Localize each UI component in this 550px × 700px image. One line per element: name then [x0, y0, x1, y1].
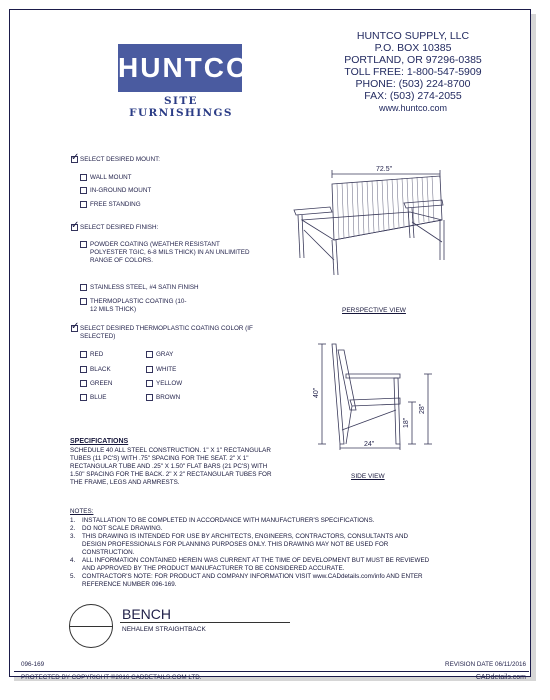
drawing-title: BENCH	[122, 606, 172, 622]
notes-list	[70, 517, 430, 589]
contact-pobox: P.O. BOX 10385	[374, 42, 452, 54]
side-view-label: SIDE VIEW	[351, 473, 385, 480]
color-red-label: RED	[90, 351, 104, 358]
contact-tollfree: TOLL FREE: 1-800-547-5909	[344, 66, 482, 78]
in-ground-mount-checkbox[interactable]	[80, 187, 87, 194]
dim-seat-height: 18"	[403, 417, 410, 428]
detail-bubble-divider	[69, 626, 113, 627]
sheet-shadow-right	[531, 14, 536, 680]
perspective-view-drawing	[280, 160, 455, 290]
contact-fax: FAX: (503) 274-2055	[364, 90, 462, 102]
color-blue-checkbox[interactable]	[80, 394, 87, 401]
wall-mount-checkbox[interactable]	[80, 174, 87, 181]
powder-coating-label: POWDER COATING (WEATHER RESISTANT POLYESTER TGIC, 6-8 MILS THICK) IN AN UNLIMITED RANGE OF COLORS.	[90, 241, 250, 264]
color-blue-label: BLUE	[90, 394, 107, 401]
finish-heading: SELECT DESIRED FINISH:	[80, 224, 159, 231]
contact-city: PORTLAND, OR 97296-0385	[344, 54, 482, 66]
color-green-checkbox[interactable]	[80, 380, 87, 387]
contact-phone: PHONE: (503) 224-8700	[355, 78, 471, 90]
perspective-view-label: PERSPECTIVE VIEW	[342, 307, 406, 314]
drawing-subtitle: NEHALEM STRAIGHTBACK	[122, 626, 206, 633]
powder-coating-checkbox[interactable]	[80, 241, 87, 248]
color-red-checkbox[interactable]	[80, 351, 87, 358]
mount-section-checkbox[interactable]	[71, 156, 78, 163]
color-yellow-label: YELLOW	[156, 380, 183, 387]
notes-title: NOTES:	[70, 508, 94, 515]
note-item: 2. DO NOT SCALE DRAWING.	[70, 525, 163, 532]
specifications-text: SCHEDULE 40 ALL STEEL CONSTRUCTION. 1" X 1" RECTANGULAR TUBES (11 PC'S) WITH .75" SPACING FOR THE SEAT. 2" X 1" RECTANGULAR TUBE AND .25" X 1.50" FLAT BARS (21 PC'S) WITH 1.50" SPACING FOR THE BACK. 2" X 2" RECTANGULAR TUBES FOR THE FRAME, LEGS AND ARMRESTS.	[70, 447, 272, 486]
color-gray-checkbox[interactable]	[146, 351, 153, 358]
color-section-checkbox[interactable]	[71, 325, 78, 332]
thermoplastic-label: THERMOPLASTIC COATING (10-12 MILS THICK)	[90, 298, 187, 313]
footer-divider	[14, 671, 529, 672]
free-standing-checkbox[interactable]	[80, 201, 87, 208]
contact-block	[308, 30, 518, 114]
dim-arm-height: 28"	[419, 403, 426, 414]
in-ground-mount-label: IN-GROUND MOUNT	[90, 187, 152, 194]
color-brown-label: BROWN	[156, 394, 181, 401]
free-standing-label: FREE STANDING	[90, 201, 141, 208]
revision-date: REVISION DATE 06/11/2016	[445, 661, 526, 668]
color-white-checkbox[interactable]	[146, 366, 153, 373]
color-black-checkbox[interactable]	[80, 366, 87, 373]
logo-subtitle: SITE FURNISHINGS	[129, 95, 233, 119]
note-item: 5. CONTRACTOR'S NOTE: FOR PRODUCT AND COMPANY INFORMATION VISIT www.CADdetails.com/info AND ENTER REFERENCE NUMBER 096-169.	[70, 573, 423, 588]
stainless-steel-checkbox[interactable]	[80, 284, 87, 291]
stainless-steel-label: STAINLESS STEEL, #4 SATIN FINISH	[90, 284, 199, 291]
side-view-drawing	[312, 340, 442, 450]
color-heading: SELECT DESIRED THERMOPLASTIC COATING COLOR (IF SELECTED)	[80, 325, 253, 340]
wall-mount-label: WALL MOUNT	[90, 174, 132, 181]
title-underline	[120, 622, 290, 623]
color-brown-checkbox[interactable]	[146, 394, 153, 401]
color-white-label: WHITE	[156, 366, 177, 373]
copyright-notice: PROTECTED BY COPYRIGHT ©2016 CADDETAILS.COM LTD.	[21, 674, 202, 681]
contact-company: HUNTCO SUPPLY, LLC	[356, 30, 470, 42]
note-item: 4. ALL INFORMATION CONTAINED HEREIN WAS CURRENT AT THE TIME OF DEVELOPMENT BUT MUST BE REVIEWED AND APPROVED BY THE PRODUCT MANUFACTURER TO BE CONSIDERED ACCURATE.	[70, 557, 430, 572]
dim-width: 72.5"	[376, 166, 393, 173]
note-item: 1. INSTALLATION TO BE COMPLETED IN ACCORDANCE WITH MANUFACTURER'S SPECIFICATIONS.	[70, 517, 375, 524]
color-black-label: BLACK	[90, 366, 111, 373]
contact-website[interactable]: www.huntco.com	[378, 103, 448, 113]
huntco-logo: HUNTCO	[118, 44, 242, 92]
thermoplastic-checkbox[interactable]	[80, 298, 87, 305]
dim-depth: 24"	[364, 441, 375, 448]
mount-heading: SELECT DESIRED MOUNT:	[80, 156, 161, 163]
note-item: 3. THIS DRAWING IS INTENDED FOR USE BY ARCHITECTS, ENGINEERS, CONTRACTORS, CONSULTANTS AND DESIGN PROFESSIONALS FOR PLANNING PURPOSES ONLY. THIS DRAWING MAY NOT BE USED FOR CONSTRUCTION.	[70, 533, 409, 556]
color-gray-label: GRAY	[156, 351, 174, 358]
color-yellow-checkbox[interactable]	[146, 380, 153, 387]
specifications-title: SPECIFICATIONS	[70, 438, 129, 445]
color-green-label: GREEN	[90, 380, 113, 387]
reference-number: 096-169	[21, 661, 45, 668]
finish-section-checkbox[interactable]	[71, 224, 78, 231]
dim-height: 40"	[313, 387, 320, 398]
caddetails-link[interactable]: CADdetails.com	[475, 674, 526, 681]
